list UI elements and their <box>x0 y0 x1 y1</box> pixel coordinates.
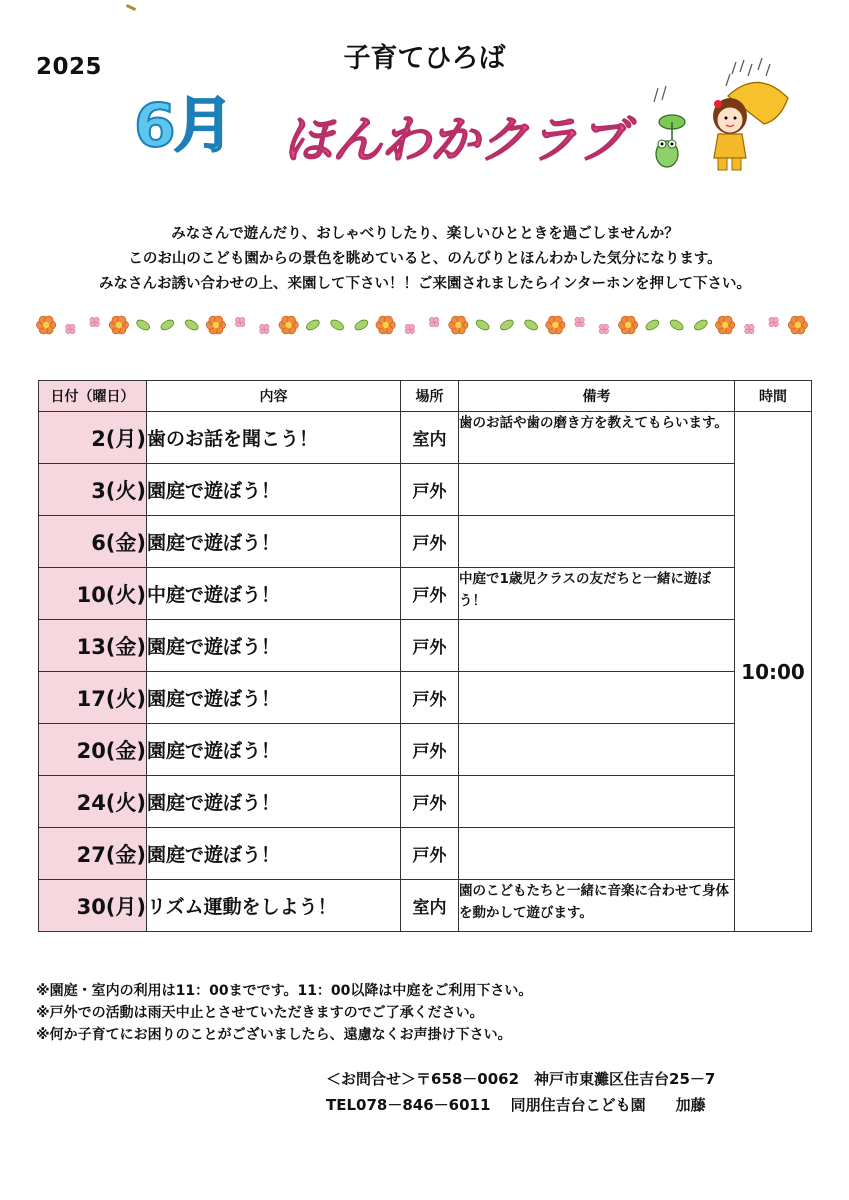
flower-icon <box>109 316 128 334</box>
table-row <box>39 620 812 672</box>
row-place: 室内 <box>401 412 459 464</box>
row-place: 戸外 <box>401 568 459 620</box>
club-title: ほんわかクラブ <box>283 111 626 169</box>
small-flower-icon <box>90 317 99 326</box>
row-place: 戸外 <box>401 516 459 568</box>
row-place: 室内 <box>401 880 459 932</box>
row-content: 園庭で遊ぼう！ <box>147 724 401 776</box>
flower-border <box>34 310 810 340</box>
row-place: 戸外 <box>401 672 459 724</box>
page-subtitle: 子育てひろば <box>343 43 506 74</box>
intro-line: このお山のこども園からの景色を眺めていると、のんびりとほんわかした気分になります。 <box>128 251 722 267</box>
leaf-icon <box>523 318 539 332</box>
row-content: 園庭で遊ぼう！ <box>147 776 401 828</box>
flower-icon <box>788 316 807 334</box>
table-row <box>39 724 812 776</box>
row-date: 17(火) <box>39 672 147 724</box>
leaf-icon <box>184 318 200 332</box>
row-date: 13(金) <box>39 620 147 672</box>
table-row <box>39 880 812 932</box>
leaf-icon <box>644 318 660 332</box>
header-content: 内容 <box>147 381 401 412</box>
small-flower-icon <box>405 324 414 333</box>
leaf-icon <box>353 318 369 332</box>
row-date: 30(月) <box>39 880 147 932</box>
leaf-icon <box>499 318 515 332</box>
row-place: 戸外 <box>401 776 459 828</box>
header-place: 場所 <box>401 381 459 412</box>
row-content: 園庭で遊ぼう！ <box>147 620 401 672</box>
flower-icon <box>546 316 565 334</box>
row-content: 園庭で遊ぼう！ <box>147 828 401 880</box>
flower-icon <box>449 316 468 334</box>
row-content: 中庭で遊ぼう！ <box>147 568 401 620</box>
row-note: 中庭で1歳児クラスの友だちと一緒に遊ぼう！ <box>459 568 735 620</box>
row-place: 戸外 <box>401 828 459 880</box>
note-line: ※何か子育てにお困りのことがございましたら、遠慮なくお声掛け下さい。 <box>36 1027 512 1043</box>
rain-girl-illustration <box>640 58 790 178</box>
table-header-row <box>39 381 812 412</box>
note-line: ※戸外での活動は雨天中止とさせていただきますのでご了承ください。 <box>36 1005 484 1021</box>
row-content: リズム運動をしよう！ <box>147 880 401 932</box>
small-flower-icon <box>66 324 75 333</box>
header-date: 日付（曜日） <box>39 381 147 412</box>
row-note <box>459 828 735 880</box>
small-flower-icon <box>575 317 584 326</box>
row-date: 10(火) <box>39 568 147 620</box>
leaf-icon <box>693 318 709 332</box>
row-content: 歯のお話を聞こう！ <box>147 412 401 464</box>
month-title: 6月 <box>134 91 232 161</box>
leaf-icon <box>669 318 685 332</box>
leaf-icon <box>475 318 491 332</box>
row-date: 20(金) <box>39 724 147 776</box>
row-date: 3(火) <box>39 464 147 516</box>
contact-line-address: ＜お問合せ＞〒658－0062 神戸市東灘区住吉台25－7 <box>326 1070 716 1088</box>
row-note: 歯のお話や歯の磨き方を教えてもらいます。 <box>459 412 735 464</box>
flower-icon <box>376 316 395 334</box>
row-note <box>459 620 735 672</box>
row-note <box>459 464 735 516</box>
row-date: 24(火) <box>39 776 147 828</box>
row-place: 戸外 <box>401 620 459 672</box>
table-row <box>39 776 812 828</box>
flower-icon <box>715 316 734 334</box>
small-flower-icon <box>769 317 778 326</box>
flower-icon <box>36 316 55 334</box>
header-time: 時間 <box>735 381 812 412</box>
notes-section <box>36 980 532 1046</box>
table-row <box>39 672 812 724</box>
time-cell: 10:00 <box>735 412 812 932</box>
contact-section <box>326 1066 715 1118</box>
intro-line: みなさんで遊んだり、おしゃべりしたり、楽しいひとときを過ごしませんか？ <box>171 226 679 242</box>
row-content: 園庭で遊ぼう！ <box>147 672 401 724</box>
leaf-icon <box>135 318 151 332</box>
note-line: ※園庭・室内の利用は11：00までです。11：00以降は中庭をご利用下さい。 <box>36 983 533 999</box>
row-place: 戸外 <box>401 724 459 776</box>
leaf-icon <box>329 318 345 332</box>
small-flower-icon <box>745 324 754 333</box>
table-row <box>39 568 812 620</box>
small-flower-icon <box>429 317 438 326</box>
row-content: 園庭で遊ぼう！ <box>147 464 401 516</box>
row-content: 園庭で遊ぼう！ <box>147 516 401 568</box>
intro-line: みなさんお誘い合わせの上、来園して下さい！！ご来園されましたらインターホンを押して下さい。 <box>99 276 751 292</box>
row-note <box>459 776 735 828</box>
row-note: 園のこどもたちと一緒に音楽に合わせて身体を動かして遊びます。 <box>459 880 735 932</box>
small-flower-icon <box>599 324 608 333</box>
table-row <box>39 464 812 516</box>
row-note <box>459 516 735 568</box>
intro-text <box>30 222 820 297</box>
contact-line-phone: TEL078－846－6011 同朋住吉台こども園 加藤 <box>326 1096 706 1114</box>
table-row <box>39 516 812 568</box>
leaf-icon <box>159 318 175 332</box>
row-date: 2(月) <box>39 412 147 464</box>
schedule-table <box>38 380 812 932</box>
row-note <box>459 672 735 724</box>
row-date: 27(金) <box>39 828 147 880</box>
flower-icon <box>206 316 225 334</box>
row-date: 6(金) <box>39 516 147 568</box>
header-note: 備考 <box>459 381 735 412</box>
table-row <box>39 828 812 880</box>
leaf-icon <box>305 318 321 332</box>
flower-icon <box>618 316 637 334</box>
table-row <box>39 412 812 464</box>
scan-mark <box>126 4 136 11</box>
row-note <box>459 724 735 776</box>
small-flower-icon <box>260 324 269 333</box>
year-label: 2025 <box>36 54 103 80</box>
small-flower-icon <box>235 317 244 326</box>
flower-icon <box>279 316 298 334</box>
row-place: 戸外 <box>401 464 459 516</box>
